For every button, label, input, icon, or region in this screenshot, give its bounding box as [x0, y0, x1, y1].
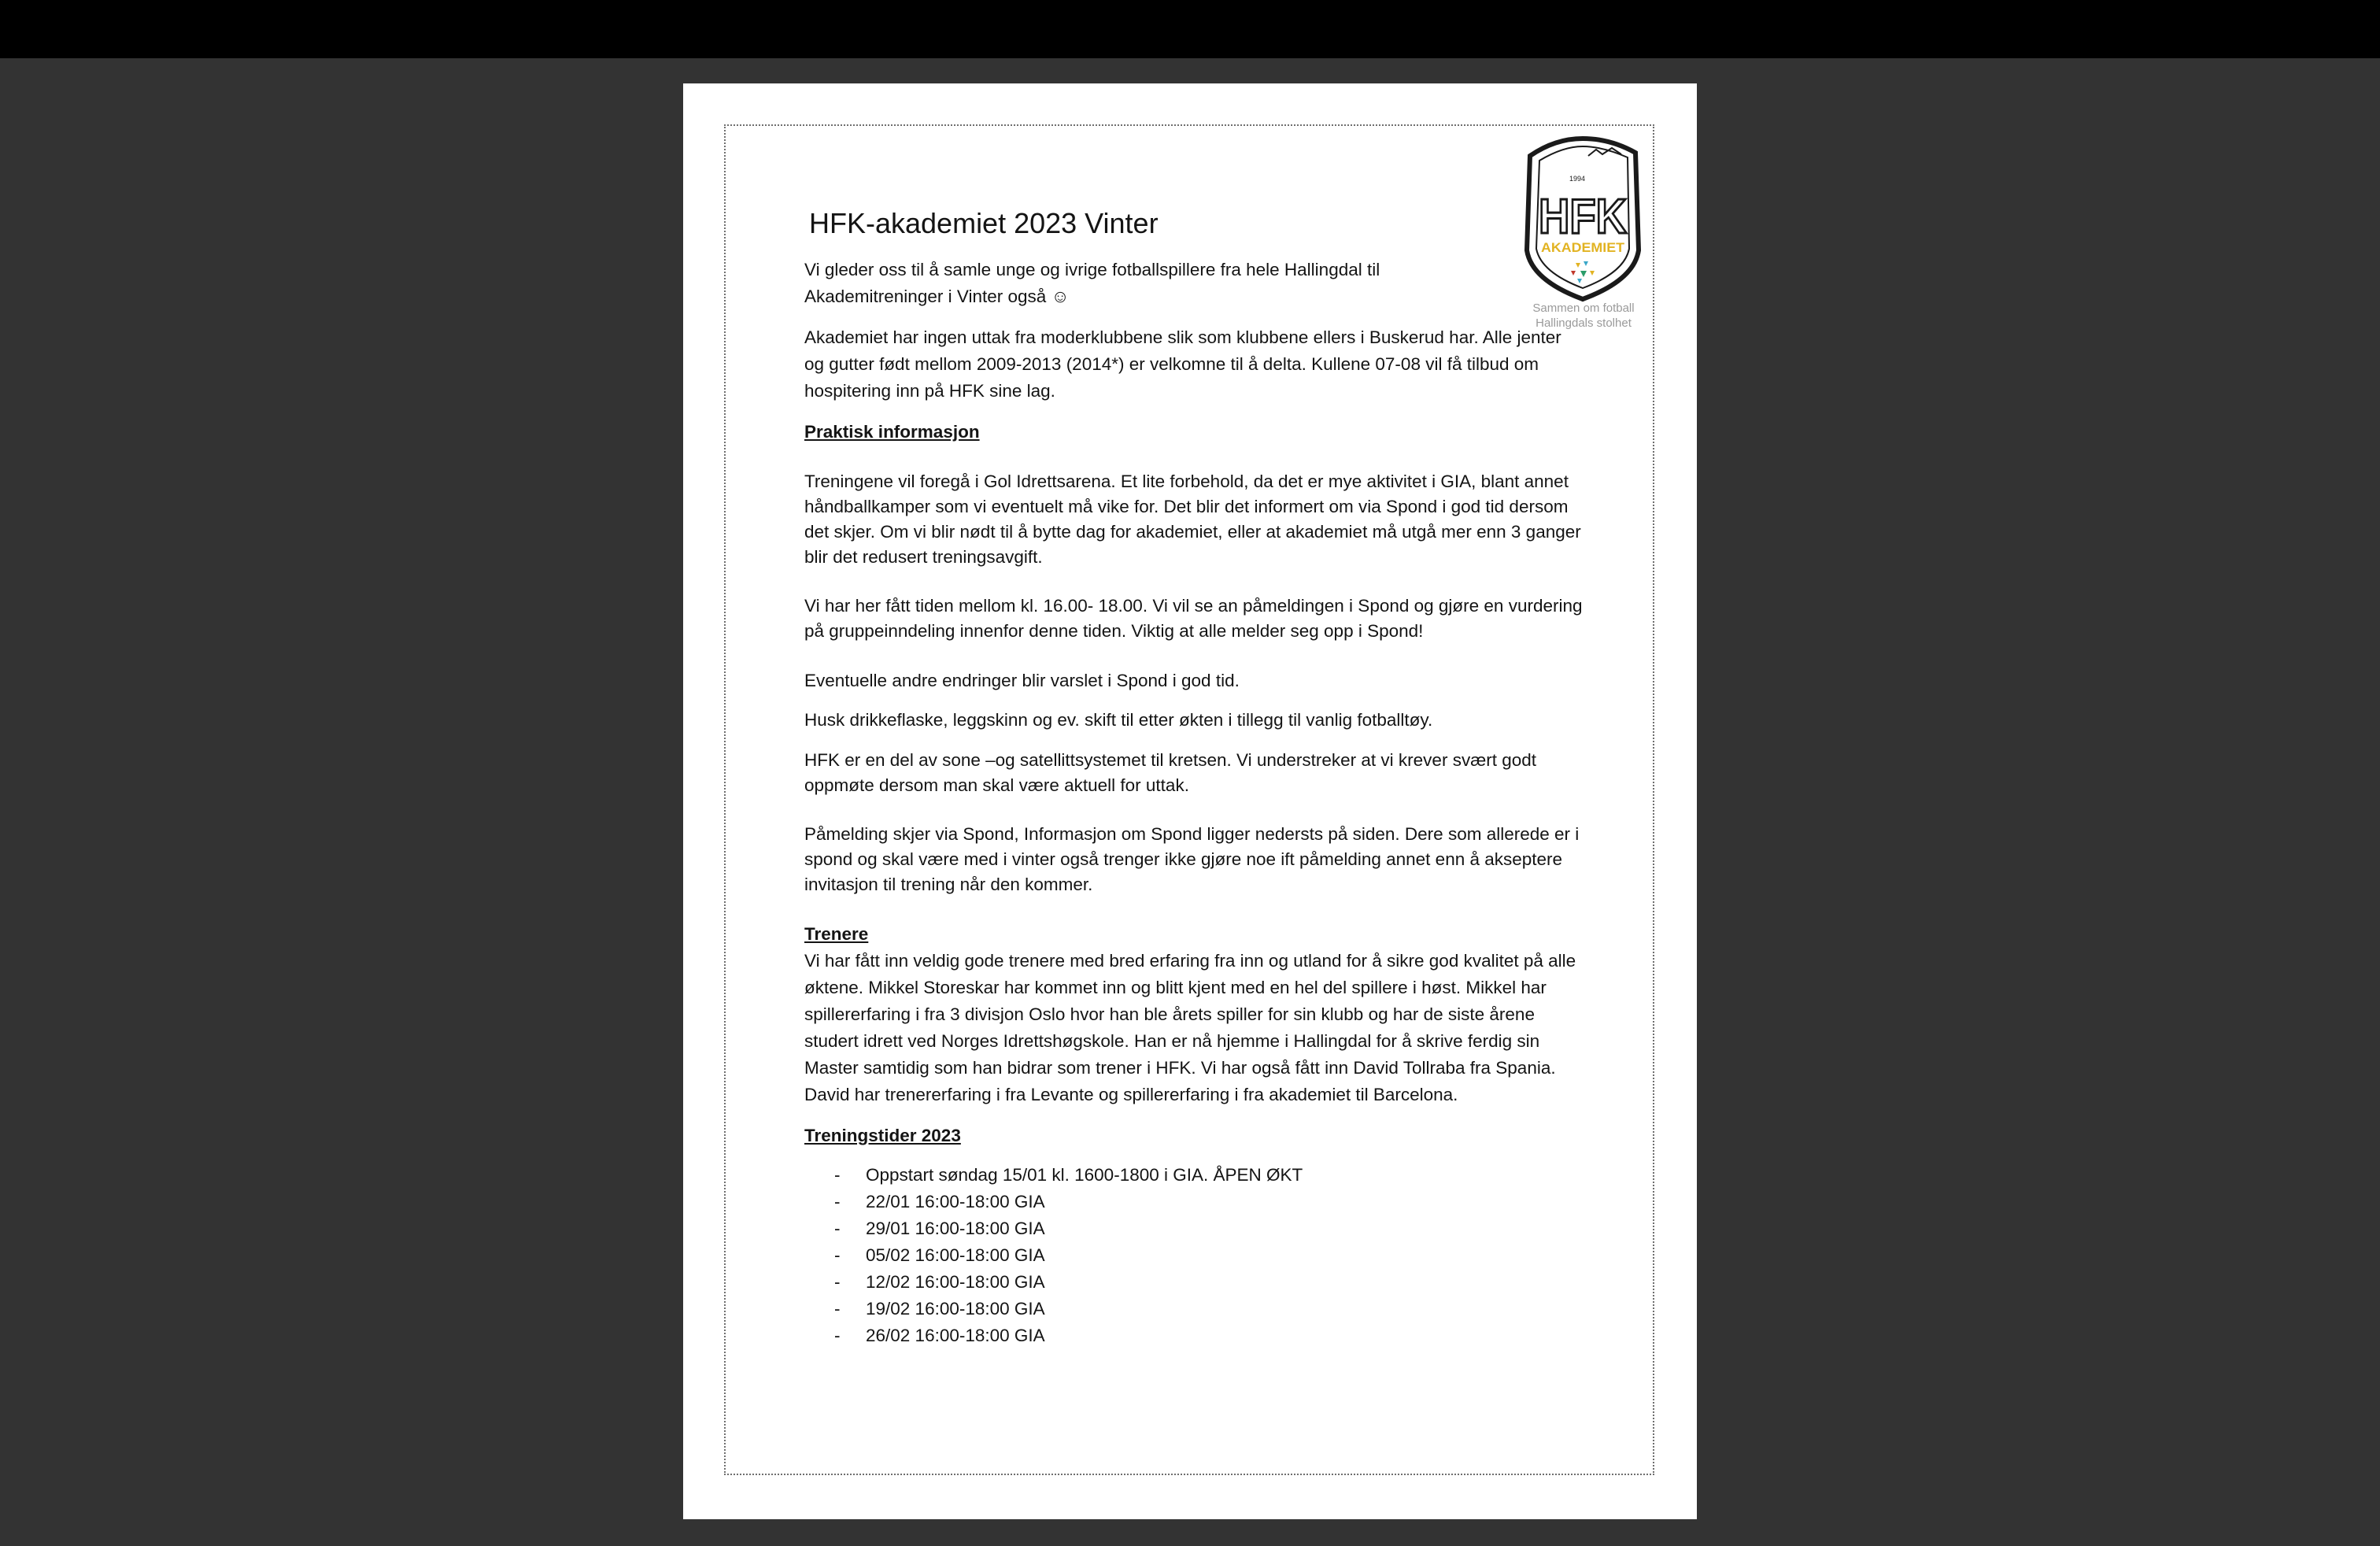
bullet-dash: -	[834, 1245, 841, 1265]
schedule-text: Oppstart søndag 15/01 kl. 1600-1800 i GIA. ÅPEN ØKT	[866, 1165, 1303, 1185]
schedule-item	[804, 1215, 1584, 1242]
heading-schedule: Treningstider 2023	[804, 1126, 961, 1145]
heading-coaches: Trenere	[804, 924, 869, 944]
practical-paragraph-4: Husk drikkeflaske, leggskinn og ev. skift til etter økten i tillegg til vanlig fotballtøy.	[804, 710, 1433, 730]
heading-practical: Praktisk informasjon	[804, 422, 980, 442]
practical-paragraph-6: Påmelding skjer via Spond, Informasjon om Spond ligger nedersts på siden. Dere som allerede er i spond og skal være med i vinter også trenger ikke gjøre noe ift påmelding annet enn å akseptere invitasjon til trening når den kommer.	[804, 824, 1580, 894]
schedule-item	[804, 1189, 1584, 1215]
bullet-dash: -	[834, 1326, 841, 1345]
document-page	[683, 83, 1697, 1519]
practical-paragraph-2: Vi har her fått tiden mellom kl. 16.00- 18.00. Vi vil se an påmeldingen i Spond og gjøre en vurdering på gruppeinndeling innenfor denne tiden. Viktig at alle melder seg opp i Spond!	[804, 596, 1583, 641]
intro-paragraph: Vi gleder oss til å samle unge og ivrige fotballspillere fra hele Hallingdal til Akademitreninger i Vinter også ☺	[804, 260, 1380, 306]
bullet-dash: -	[834, 1165, 841, 1185]
document-body	[804, 205, 1584, 1349]
schedule-item	[804, 1162, 1584, 1189]
schedule-text: 19/02 16:00-18:00 GIA	[866, 1299, 1045, 1319]
schedule-text: 05/02 16:00-18:00 GIA	[866, 1245, 1045, 1265]
schedule-text: 22/01 16:00-18:00 GIA	[866, 1192, 1045, 1211]
coaches-paragraph: Vi har fått inn veldig gode trenere med bred erfaring fra inn og utland for å sikre god kvalitet på alle øktene. Mikkel Storeskar har kommet inn og blitt kjent med en hel del spillere i høst. Mikkel har spillererfaring i fra 3 divisjon Oslo hvor han ble årets spiller for sin klubb og har de siste årene studert idrett ved Norges Idrettshøgskole. Han er nå hjemme i Hallingdal for å skrive ferdig sin Master samtidig som han bidrar som trener i HFK. Vi har også fått inn David Tollraba fra Spania. David har trenererfaring i fra Levante og spillererfaring i fra akademiet til Barcelona.	[804, 951, 1576, 1104]
schedule-item	[804, 1242, 1584, 1269]
bullet-dash: -	[834, 1219, 841, 1238]
practical-paragraph-1: Treningene vil foregå i Gol Idrettsarena. Et lite forbehold, da det er mye aktivitet i GIA, blant annet håndballkamper som vi eventuelt må vike for. Det blir det informert om via Spond i god tid dersom det skjer. Om vi blir nødt til å bytte dag for akademiet, eller at akademiet må utgå mer enn 3 ganger blir det redusert treningsavgift.	[804, 472, 1581, 567]
schedule-text: 12/02 16:00-18:00 GIA	[866, 1272, 1045, 1292]
bullet-dash: -	[834, 1299, 841, 1319]
bullet-dash: -	[834, 1272, 841, 1292]
schedule-text: 26/02 16:00-18:00 GIA	[866, 1326, 1045, 1345]
practical-paragraph-3: Eventuelle andre endringer blir varslet i Spond i god tid.	[804, 671, 1240, 690]
bullet-dash: -	[834, 1192, 841, 1211]
logo-tagline-2: Hallingdals stolhet	[1536, 316, 1632, 330]
logo-year: 1994	[1569, 175, 1586, 183]
eligibility-paragraph: Akademiet har ingen uttak fra moderklubbene slik som klubbene ellers i Buskerud har. Alle jenter og gutter født mellom 2009-2013 (2014*) er velkomne til å delta. Kullene 07-08 vil få tilbud om hospitering inn på HFK sine lag.	[804, 327, 1561, 401]
practical-paragraph-5: HFK er en del av sone –og satellittsystemet til kretsen. Vi understreker at vi krever svært godt oppmøte dersom man skal være aktuell for uttak.	[804, 750, 1536, 795]
schedule-text: 29/01 16:00-18:00 GIA	[866, 1219, 1045, 1238]
viewer-top-bar	[0, 0, 2380, 58]
logo-tagline-1: Sammen om fotball	[1532, 301, 1635, 315]
schedule-list	[804, 1162, 1584, 1349]
schedule-item	[804, 1322, 1584, 1349]
schedule-item	[804, 1269, 1584, 1296]
logo-main: HFK	[1539, 190, 1628, 244]
document-title: HFK-akademiet 2023 Vinter	[809, 207, 1159, 239]
schedule-item	[804, 1296, 1584, 1322]
logo-sub: AKADEMIET	[1541, 240, 1625, 255]
